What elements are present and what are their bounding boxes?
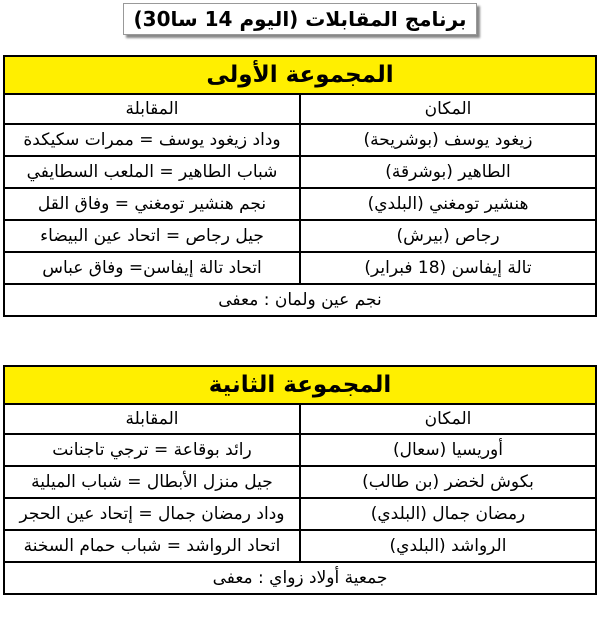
group2-title: المجموعة الثانية: [4, 366, 596, 404]
match-cell: وداد زيغود يوسف = ممرات سكيكدة: [4, 124, 300, 156]
match-cell: رائد بوقاعة = ترجي تاجنانت: [4, 434, 300, 466]
place-header: المكان: [300, 94, 596, 124]
group2-title-row: [4, 366, 596, 404]
match-cell: وداد رمضان جمال = إتحاد عين الحجر: [4, 498, 300, 530]
place-cell: رمضان جمال (البلدي): [300, 498, 596, 530]
group1-table: [3, 55, 597, 317]
match-cell: اتحاد الرواشد = شباب حمام السخنة: [4, 530, 300, 562]
table-row: [4, 220, 596, 252]
group1-exempt: نجم عين ولمان : معفى: [4, 284, 596, 316]
match-cell: شباب الطاهير = الملعب السطايفي: [4, 156, 300, 188]
table-row: [4, 466, 596, 498]
group2-exempt: جمعية أولاد زواي : معفى: [4, 562, 596, 594]
match-cell: اتحاد تالة إيفاسن= وفاق عباس: [4, 252, 300, 284]
place-cell: هنشير تومغني (البلدي): [300, 188, 596, 220]
table-row: [4, 156, 596, 188]
place-cell: زيغود يوسف (بوشريحة): [300, 124, 596, 156]
group1-header-row: [4, 94, 596, 124]
group1-exempt-row: [4, 284, 596, 316]
place-cell: بكوش لخضر (بن طالب): [300, 466, 596, 498]
table-row: [4, 498, 596, 530]
group1-title: المجموعة الأولى: [4, 56, 596, 94]
table-row: [4, 124, 596, 156]
group1-title-row: [4, 56, 596, 94]
group2-exempt-row: [4, 562, 596, 594]
match-cell: نجم هنشير تومغني = وفاق القل: [4, 188, 300, 220]
table-row: [4, 530, 596, 562]
table-row: [4, 252, 596, 284]
group2-header-row: [4, 404, 596, 434]
place-cell: الرواشد (البلدي): [300, 530, 596, 562]
table-row: [4, 188, 596, 220]
group2-table: [3, 365, 597, 595]
place-cell: أوريسيا (سعال): [300, 434, 596, 466]
page-title: برنامج المقابلات (اليوم 14 سا30): [123, 3, 477, 35]
match-cell: جيل رجاص = اتحاد عين البيضاء: [4, 220, 300, 252]
place-cell: الطاهير (بوشرقة): [300, 156, 596, 188]
match-cell: جيل منزل الأبطال = شباب الميلية: [4, 466, 300, 498]
place-cell: تالة إيفاسن (18 فبراير): [300, 252, 596, 284]
match-header: المقابلة: [4, 404, 300, 434]
place-cell: رجاص (بيرش): [300, 220, 596, 252]
place-header: المكان: [300, 404, 596, 434]
match-header: المقابلة: [4, 94, 300, 124]
table-row: [4, 434, 596, 466]
